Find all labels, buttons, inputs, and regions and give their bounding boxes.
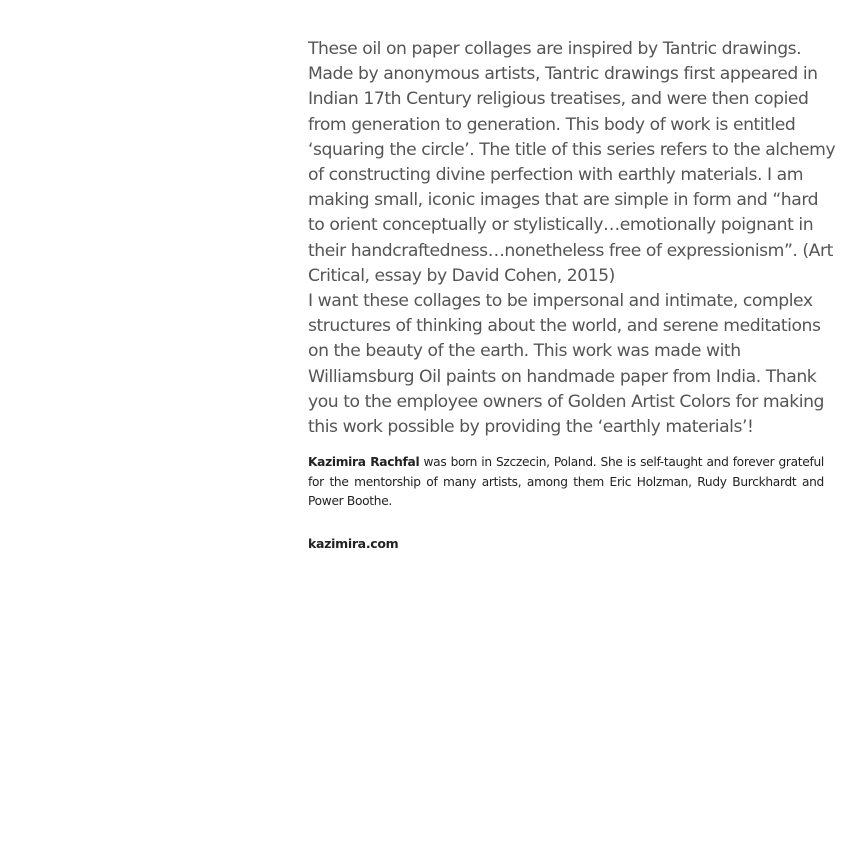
statement-line: from generation to generation. This body of work is entitled — [308, 114, 796, 135]
statement-line: structures of thinking about the world, and serene meditations — [308, 316, 821, 337]
bio-text: was born in Szczecin, Poland. She is self-taught and forever grateful for the mentorship of many artists, among them Eric Holzman, Rudy Burckhardt and Power Boothe. — [308, 455, 824, 508]
statement-line: making small, iconic images that are simple in form and “hard — [308, 190, 819, 211]
statement-line: Indian 17th Century religious treatises, and were then copied — [308, 89, 809, 110]
statement-line: of constructing divine perfection with earthly materials. I am — [308, 165, 804, 186]
website-link[interactable]: kazimira.com — [308, 536, 399, 551]
statement-line: you to the employee owners of Golden Artist Colors for making — [308, 391, 824, 412]
statement-line: ‘squaring the circle’. The title of this series refers to the alchemy — [308, 139, 836, 160]
statement-line: their handcraftedness…nonetheless free of expressionism”. (Art — [308, 240, 833, 261]
statement-line: this work possible by providing the ‘earthly materials’! — [308, 417, 754, 438]
statement-line: I want these collages to be impersonal and intimate, complex — [308, 291, 813, 312]
statement-line: Critical, essay by David Cohen, 2015) — [308, 265, 615, 286]
artist-bio — [308, 453, 824, 512]
statement-line: Made by anonymous artists, Tantric drawings first appeared in — [308, 64, 818, 85]
statement-line: on the beauty of the earth. This work was made with — [308, 341, 741, 362]
statement-line: Williamsburg Oil paints on handmade paper from India. Thank — [308, 366, 817, 387]
statement-line: to orient conceptually or stylistically…emotionally poignant in — [308, 215, 814, 236]
statement-line: These oil on paper collages are inspired by Tantric drawings. — [308, 39, 802, 59]
artist-statement — [308, 37, 838, 440]
artist-name: Kazimira Rachfal — [308, 455, 420, 469]
